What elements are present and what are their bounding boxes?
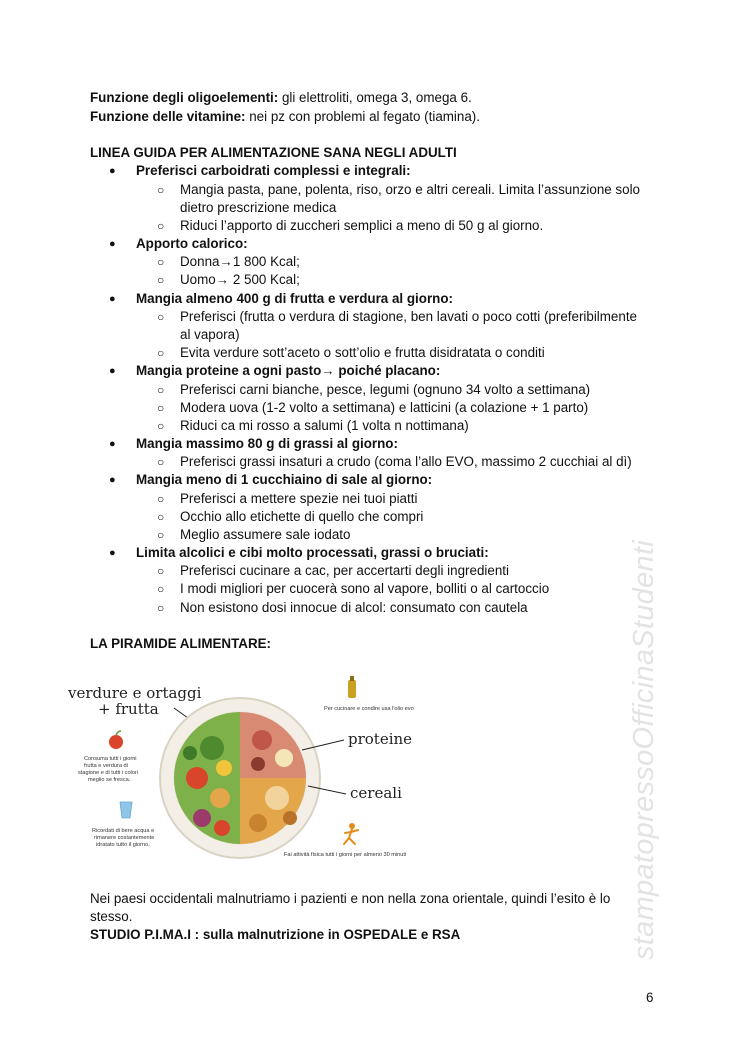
- guideline-subitem: ○ Preferisci grassi insaturi a crudo (coma l’allo EVO, massimo 2 cucchiai al dì): [157, 454, 632, 469]
- subitem-text: al vapora): [180, 327, 240, 342]
- seasonal-note-line: Consuma tutti i giorni: [84, 756, 137, 762]
- guideline-subitem: ○ Riduci ca mi rosso a salumi (1 volta n nottimana): [157, 418, 469, 433]
- guideline-item-label: Mangia massimo 80 g di grassi al giorno:: [136, 436, 398, 451]
- protein-label: proteine: [348, 730, 413, 748]
- guideline-title: LINEA GUIDA PER ALIMENTAZIONE SANA NEGLI ADULTI: [90, 145, 457, 160]
- guideline-subitem: ○ Preferisci cucinare a cac, per accertarti degli ingredienti: [157, 563, 509, 578]
- guideline-subitem: ○ Donna→1 800 Kcal;: [157, 254, 300, 269]
- guideline-item: ● Mangia massimo 80 g di grassi al giorno:: [109, 436, 398, 451]
- guideline-subitem: ○ Preferisci carni bianche, pesce, legumi (ognuno 34 volto a settimana): [157, 382, 591, 397]
- guideline-subitem: ○ Preferisci (frutta o verdura di stagione, ben lavati o poco cotti (preferibilmente: [157, 309, 637, 324]
- seasonal-note-line: frutta e verdura di: [84, 763, 128, 769]
- subitem-text: Riduci ca mi rosso a salumi (1 volta n nottimana): [180, 418, 469, 433]
- guideline-item-label: Mangia almeno 400 g di frutta e verdura al giorno:: [136, 291, 453, 306]
- runner-icon: [344, 823, 358, 844]
- guideline-item-label: Limita alcolici e cibi molto processati, grassi o bruciati:: [136, 545, 489, 560]
- veg-label: verdure e ortaggi: [68, 684, 202, 702]
- guideline-subitem: ○ Modera uova (1-2 volto a settimana) e latticini (a colazione + 1 parto): [157, 400, 589, 415]
- food-plate: [160, 698, 320, 858]
- subitem-text: Evita verdure sott’aceto o sott’olio e frutta disidratata o conditi: [180, 345, 545, 360]
- guideline-item-label: Mangia meno di 1 cucchiaino di sale al giorno:: [136, 472, 433, 487]
- guideline-subitem: ○ I modi migliori per cuocerà sono al vapore, bolliti o al cartoccio: [157, 581, 550, 596]
- study-heading: STUDIO P.I.MA.I : sulla malnutrizione in OSPEDALE e RSA: [90, 927, 461, 942]
- water-glass-icon: [120, 802, 132, 818]
- fruit-label: + frutta: [98, 700, 159, 718]
- guideline-subitem: ○ Non esistono dosi innocue di alcol: consumato con cautela: [157, 600, 528, 615]
- guideline-subitem: ○ Meglio assumere sale iodato: [157, 527, 351, 542]
- subitem-text: Mangia pasta, pane, polenta, riso, orzo e altri cereali. Limita l’assunzione solo: [180, 182, 640, 197]
- subitem-text: Preferisci grassi insaturi a crudo (coma l’allo EVO, massimo 2 cucchiai al dì): [180, 454, 632, 469]
- subitem-text: Riduci l’apporto di zuccheri semplici a meno di 50 g al giorno.: [180, 218, 544, 233]
- guideline-subitem: ○ Riduci l’apporto di zuccheri semplici a meno di 50 g al giorno.: [157, 218, 544, 233]
- oil-note: Per cucinare e condire usa l'olio evo: [324, 706, 414, 712]
- seasonal-note-line: meglio se fresca.: [88, 777, 131, 783]
- vitamin-text: nei pz con problemi al fegato (tiamina).: [245, 109, 480, 124]
- subitem-text: Preferisci (frutta o verdura di stagione, ben lavati o poco cotti (preferibilmente: [180, 309, 637, 324]
- guideline-subitem: ○ Uomo→ 2 500 Kcal;: [157, 272, 300, 287]
- food-plate-figure: [62, 668, 442, 868]
- guideline-subitem-continuation: [180, 199, 660, 217]
- oil-bottle-icon: [348, 676, 356, 698]
- subitem-text: dietro prescrizione medica: [180, 200, 337, 215]
- water-note-line: Ricordati di bere acqua e: [92, 828, 155, 834]
- guideline-subitem: ○ Preferisci a mettere spezie nei tuoi piatti: [157, 491, 418, 506]
- guideline-item: ● Mangia meno di 1 cucchiaino di sale al giorno:: [109, 472, 433, 487]
- subitem-text: Modera uova (1-2 volto a settimana) e latticini (a colazione + 1 parto): [180, 400, 589, 415]
- watermark-text: stampatopressoOfficinaStudenti: [628, 539, 660, 960]
- subitem-text: Donna→1 800 Kcal;: [180, 254, 300, 269]
- guideline-subitem: ○ Mangia pasta, pane, polenta, riso, orzo e altri cereali. Limita l’assunzione solo: [157, 182, 640, 197]
- guideline-subitem: ○ Occhio allo etichette di quello che compri: [157, 509, 424, 524]
- water-note-line: idratato tutto il giorno.: [96, 842, 150, 848]
- guideline-subitem: ○ Evita verdure sott’aceto o sott’olio e frutta disidratata o conditi: [157, 345, 545, 360]
- guideline-subitem-continuation: [180, 326, 660, 344]
- vitamin-heading: Funzione delle vitamine:: [90, 109, 246, 124]
- apple-icon: [109, 731, 123, 749]
- water-note-line: rimanere costantemente: [94, 835, 155, 841]
- subitem-text: Meglio assumere sale iodato: [180, 527, 351, 542]
- guideline-item-label: Apporto calorico:: [136, 236, 248, 251]
- oligo-heading: Funzione degli oligoelementi:: [90, 90, 279, 105]
- activity-note: Fai attività fisica tutti i giorni per almeno 30 minuti: [284, 852, 407, 858]
- guideline-item-label: Preferisci carboidrati complessi e integrali:: [136, 163, 411, 178]
- guideline-item: ● Apporto calorico:: [109, 236, 248, 251]
- subitem-text: Occhio allo etichette di quello che compri: [180, 509, 424, 524]
- oligo-line: [90, 89, 472, 107]
- guideline-item: ● Mangia almeno 400 g di frutta e verdura al giorno:: [109, 291, 453, 306]
- subitem-text: Preferisci cucinare a cac, per accertarti degli ingredienti: [180, 563, 509, 578]
- subitem-text: Non esistono dosi innocue di alcol: consumato con cautela: [180, 600, 528, 615]
- subitem-text: I modi migliori per cuocerà sono al vapore, bolliti o al cartoccio: [180, 581, 550, 596]
- closing-paragraph-line: stesso.: [90, 909, 133, 924]
- cereals-label: cereali: [350, 784, 402, 802]
- guideline-item: ● Preferisci carboidrati complessi e integrali:: [109, 163, 411, 178]
- subitem-text: Uomo→ 2 500 Kcal;: [180, 272, 300, 287]
- page-number: 6: [646, 990, 654, 1005]
- subitem-text: Preferisci carni bianche, pesce, legumi (ognuno 34 volto a settimana): [180, 382, 591, 397]
- oligo-text: gli elettroliti, omega 3, omega 6.: [278, 90, 472, 105]
- seasonal-note-line: stagione e di tutti i colori: [78, 770, 139, 776]
- guideline-item: ● Limita alcolici e cibi molto processati, grassi o bruciati:: [109, 545, 489, 560]
- guideline-item: ● Mangia proteine a ogni pasto→ poiché placano:: [109, 363, 441, 378]
- vitamin-line: [90, 108, 480, 126]
- pyramid-title: LA PIRAMIDE ALIMENTARE:: [90, 636, 272, 651]
- subitem-text: Preferisci a mettere spezie nei tuoi piatti: [180, 491, 418, 506]
- closing-paragraph-line: Nei paesi occidentali malnutriamo i pazienti e non nella zona orientale, quindi l’esito è lo: [90, 891, 611, 906]
- guideline-item-label: Mangia proteine a ogni pasto→ poiché placano:: [136, 363, 441, 378]
